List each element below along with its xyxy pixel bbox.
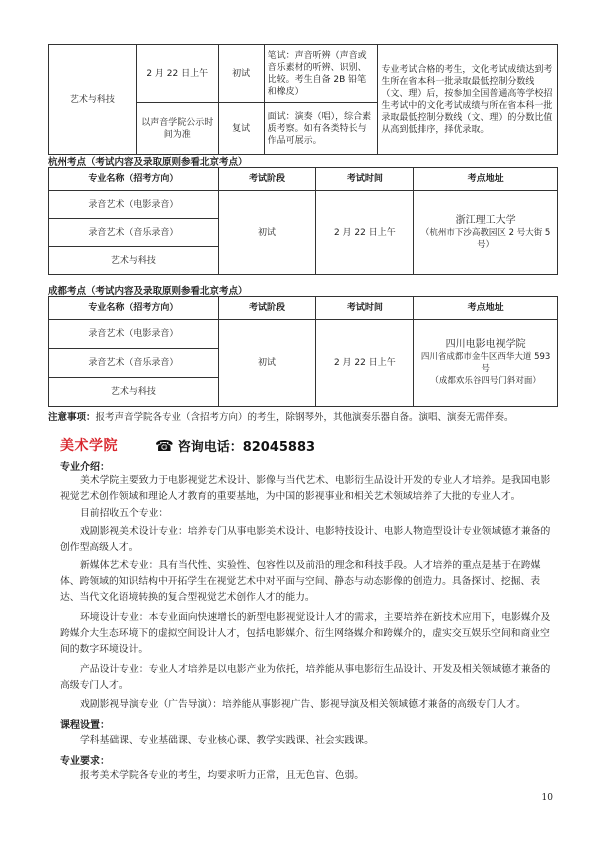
intro-paragraph: 产品设计专业：专业人才培养是以电影产业为依托，培养能从事电影衍生品设计、开发及相关领域德才兼备的高级专门人才。 — [60, 664, 551, 691]
courses-heading: 课程设置： — [60, 720, 110, 731]
intro-paragraph: 目前招收五个专业： — [80, 508, 169, 519]
exam-address-cell — [414, 191, 558, 275]
exam-time-cell: 2 月 22 日上午 — [136, 45, 218, 103]
venue-name: 浙江理工大学 — [455, 214, 516, 226]
page-number: 10 — [541, 793, 553, 803]
intro-paragraph: 环境设计专业：本专业面向快速增长的新型电影视觉设计人才的需求，主要培养在新技术应用下，电影媒介及跨媒介大生态环境下的虚拟空间设计人才，包括电影媒介、衍生网络媒介和跨媒介的，虚实交互娱乐空间和商业空间的数字环境设计。 — [60, 612, 551, 655]
header-time: 考试时间 — [316, 168, 414, 191]
exam-content-cell: 笔试：声音听辨（声音或音乐素材的听辨、识别、比较。考生自备 2B 铅笔和橡皮） — [264, 45, 378, 103]
venue-address: （杭州市下沙高教园区 2 号大街 5 号） — [420, 227, 551, 250]
intro-paragraph: 新媒体艺术专业：具有当代性、实验性、包容性以及前沿的理念和科技手段。人才培养的重点是基于在跨媒体、跨领域的知识结构中开拓学生在视觉艺术中对平面与空间、静态与动态影像的创造力。具备探讨、挖掘、表达、当代文化语境转换的复合型视觉艺术创作人才的能力。 — [60, 560, 541, 603]
hangzhou-section-title: 杭州考点（考试内容及录取原则参看北京考点） — [48, 157, 248, 168]
exam-stage-cell: 复试 — [218, 103, 264, 155]
chengdu-section-title: 成都考点（考试内容及录取原则参看北京考点） — [48, 286, 248, 297]
hotline-text: 咨询电话：82045883 — [177, 440, 316, 455]
exam-stage-cell: 初试 — [218, 320, 316, 407]
department-title: 美术学院 — [60, 438, 118, 454]
header-address: 考点地址 — [414, 297, 558, 320]
consult-hotline — [155, 436, 315, 455]
exam-address-cell — [414, 320, 558, 407]
major-cell: 录音艺术（音乐录音） — [49, 349, 219, 378]
exam-content-cell: 面试：演奏（唱），综合素质考察。如有各类特长与作品可展示。 — [264, 103, 378, 155]
venue-address: 四川省成都市金牛区西华大道 593 号 — [420, 352, 551, 374]
intro-heading: 专业介绍： — [60, 462, 110, 473]
telephone-icon: ☎ — [155, 437, 174, 455]
venue-name: 四川电影电视学院 — [445, 339, 526, 350]
notice-label: 注意事项： — [48, 412, 96, 423]
header-stage: 考试阶段 — [218, 297, 316, 320]
major-cell: 录音艺术（电影录音） — [49, 320, 219, 349]
major-cell: 艺术与科技 — [49, 378, 219, 407]
major-cell: 录音艺术（电影录音） — [49, 191, 219, 219]
header-major: 专业名称（招考方向） — [49, 168, 219, 191]
venue-landmark: （成都欢乐谷四号门斜对面） — [430, 376, 541, 386]
intro-paragraph: 戏剧影视美术设计专业：培养专门从事电影美术设计、电影特技设计、电影人物造型设计专业领域德才兼备的创作型高级人才。 — [60, 526, 551, 553]
chengdu-exam-table — [48, 296, 558, 407]
major-cell: 录音艺术（音乐录音） — [49, 219, 219, 247]
header-stage: 考试阶段 — [218, 168, 316, 191]
exam-time-cell: 2 月 22 日上午 — [316, 191, 414, 275]
exam-stage-cell: 初试 — [218, 45, 264, 103]
admission-rule-cell: 专业考试合格的考生，文化考试成绩达到考生所在省本科一批录取最低控制分数线（文、理）后，按参加全国普通高等学校招生考试中的文化考试成绩与所在省本科一批录取最低控制分数线（文、理）的分数比值从高到低排序，择优录取。 — [378, 45, 558, 155]
header-major: 专业名称（招考方向） — [49, 297, 219, 320]
exam-stage-cell: 初试 — [218, 191, 316, 275]
major-cell: 艺术与科技 — [49, 247, 219, 275]
major-cell: 艺术与科技 — [49, 45, 137, 155]
exam-time-cell: 2 月 22 日上午 — [316, 320, 414, 407]
hangzhou-exam-table — [48, 167, 558, 275]
courses-text: 学科基础课、专业基础课、专业核心课、教学实践课、社会实践课。 — [80, 735, 374, 746]
notice — [48, 409, 514, 423]
intro-paragraph: 戏剧影视导演专业（广告导演）：培养能从事影视广告、影视导演及相关领域德才兼备的高级专门人才。 — [80, 699, 526, 710]
requirements-text: 报考美术学院各专业的考生，均要求听力正常，且无色盲、色弱。 — [80, 770, 365, 781]
art-tech-exam-table — [48, 44, 558, 155]
header-address: 考点地址 — [414, 168, 558, 191]
header-time: 考试时间 — [316, 297, 414, 320]
notice-text: 报考声音学院各专业（含招考方向）的考生，除钢琴外，其他演奏乐器自备。演唱、演奏无需伴奏。 — [95, 412, 514, 423]
exam-time-cell: 以声音学院公示时间为准 — [136, 103, 218, 155]
requirements-heading: 专业要求： — [60, 756, 110, 767]
intro-paragraph: 美术学院主要致力于电影视觉艺术设计、影像与当代艺术、电影衍生品设计开发的专业人才培养。是我国电影视觉艺术创作领域和理论人才教育的重要基地，为中国的影视事业和相关艺术领域培养了大批的专业人才。 — [60, 475, 551, 502]
